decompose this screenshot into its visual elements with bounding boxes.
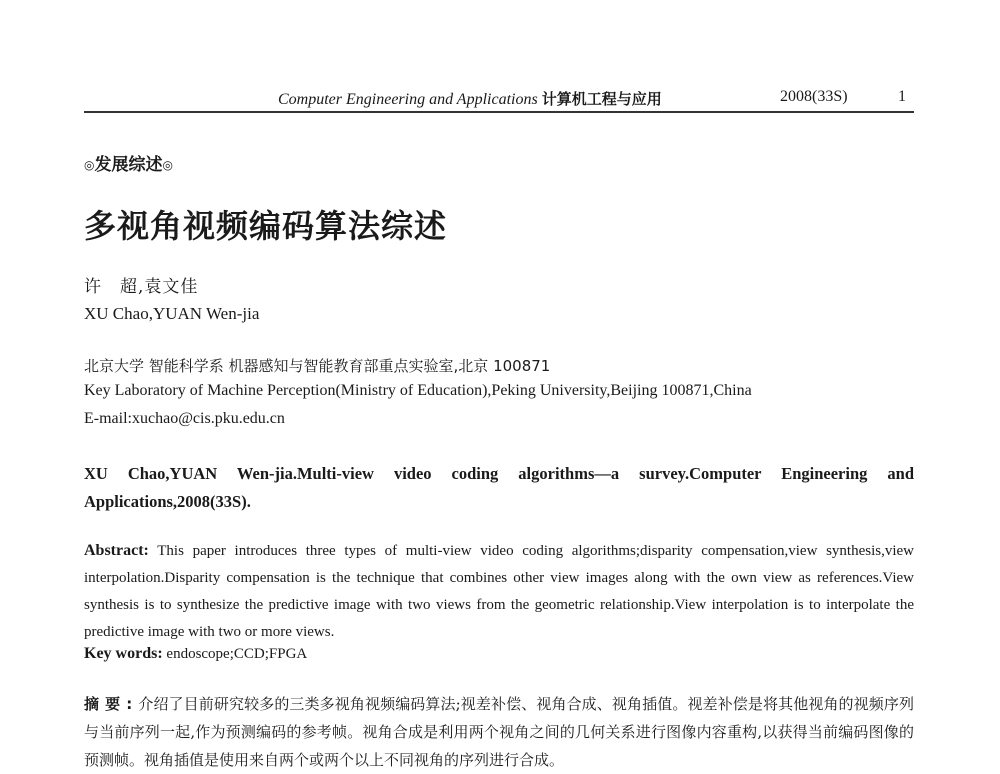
zh-abstract-text: 介绍了目前研究较多的三类多视角视频编码算法;视差补偿、视角合成、视角插值。视差补偿是将其他视角的视频序列与当前序列一起,作为预测编码的参考帧。视角合成是利用两个视角之间的几何关系进行图像内容重构,以获得当前编码图像的预测帧。视角插值是使用来自两个或两个以上不同视角的序列进行合成。 (84, 695, 914, 769)
ornament-left-icon: ◎ (84, 158, 95, 172)
keywords-label: Key words: (84, 645, 163, 662)
abstract-en (84, 537, 914, 646)
zh-abstract-label: 摘要: (84, 695, 139, 713)
author-email: E-mail:xuchao@cis.pku.edu.cn (84, 410, 285, 427)
authors-zh: 许 超,袁文佳 (84, 277, 199, 297)
journal-header (278, 88, 662, 109)
keywords-text: endoscope;CCD;FPGA (166, 646, 308, 662)
journal-name-zh: 计算机工程与应用 (541, 90, 662, 108)
page-number: 1 (898, 88, 906, 105)
affiliation-zh: 北京大学 智能科学系 机器感知与智能教育部重点实验室,北京 100871 (84, 357, 551, 375)
abstract-zh (84, 690, 914, 774)
ornament-right-icon: ◎ (162, 158, 173, 172)
journal-name-en: Computer Engineering and Applications (278, 91, 538, 108)
keywords (84, 645, 307, 663)
section-tag (84, 150, 173, 175)
paper-title: 多视角视频编码算法综述 (84, 207, 448, 245)
year-issue: 2008(33S) (780, 88, 848, 105)
affiliation-en: Key Laboratory of Machine Perception(Ministry of Education),Peking University,Beijing 100871,China (84, 382, 752, 399)
section-label: 发展综述 (94, 155, 163, 175)
header-divider (84, 111, 914, 113)
citation: XU Chao,YUAN Wen-jia.Multi-view video coding algorithms—a survey.Computer Engineering and Applications,2008(33S). (84, 464, 914, 511)
authors-en: XU Chao,YUAN Wen-jia (84, 304, 260, 323)
abstract-text: This paper introduces three types of multi-view video coding algorithms;disparity compensation,view synthesis,view interpolation.Disparity compensation is the technique that combines other view images along with the own view as references.View synthesis is to synthesize the predictive image with two views from the geometric relationship.View interpolation is to interpolate the predictive image with two or more views. (84, 543, 914, 640)
abstract-label: Abstract: (84, 542, 149, 559)
